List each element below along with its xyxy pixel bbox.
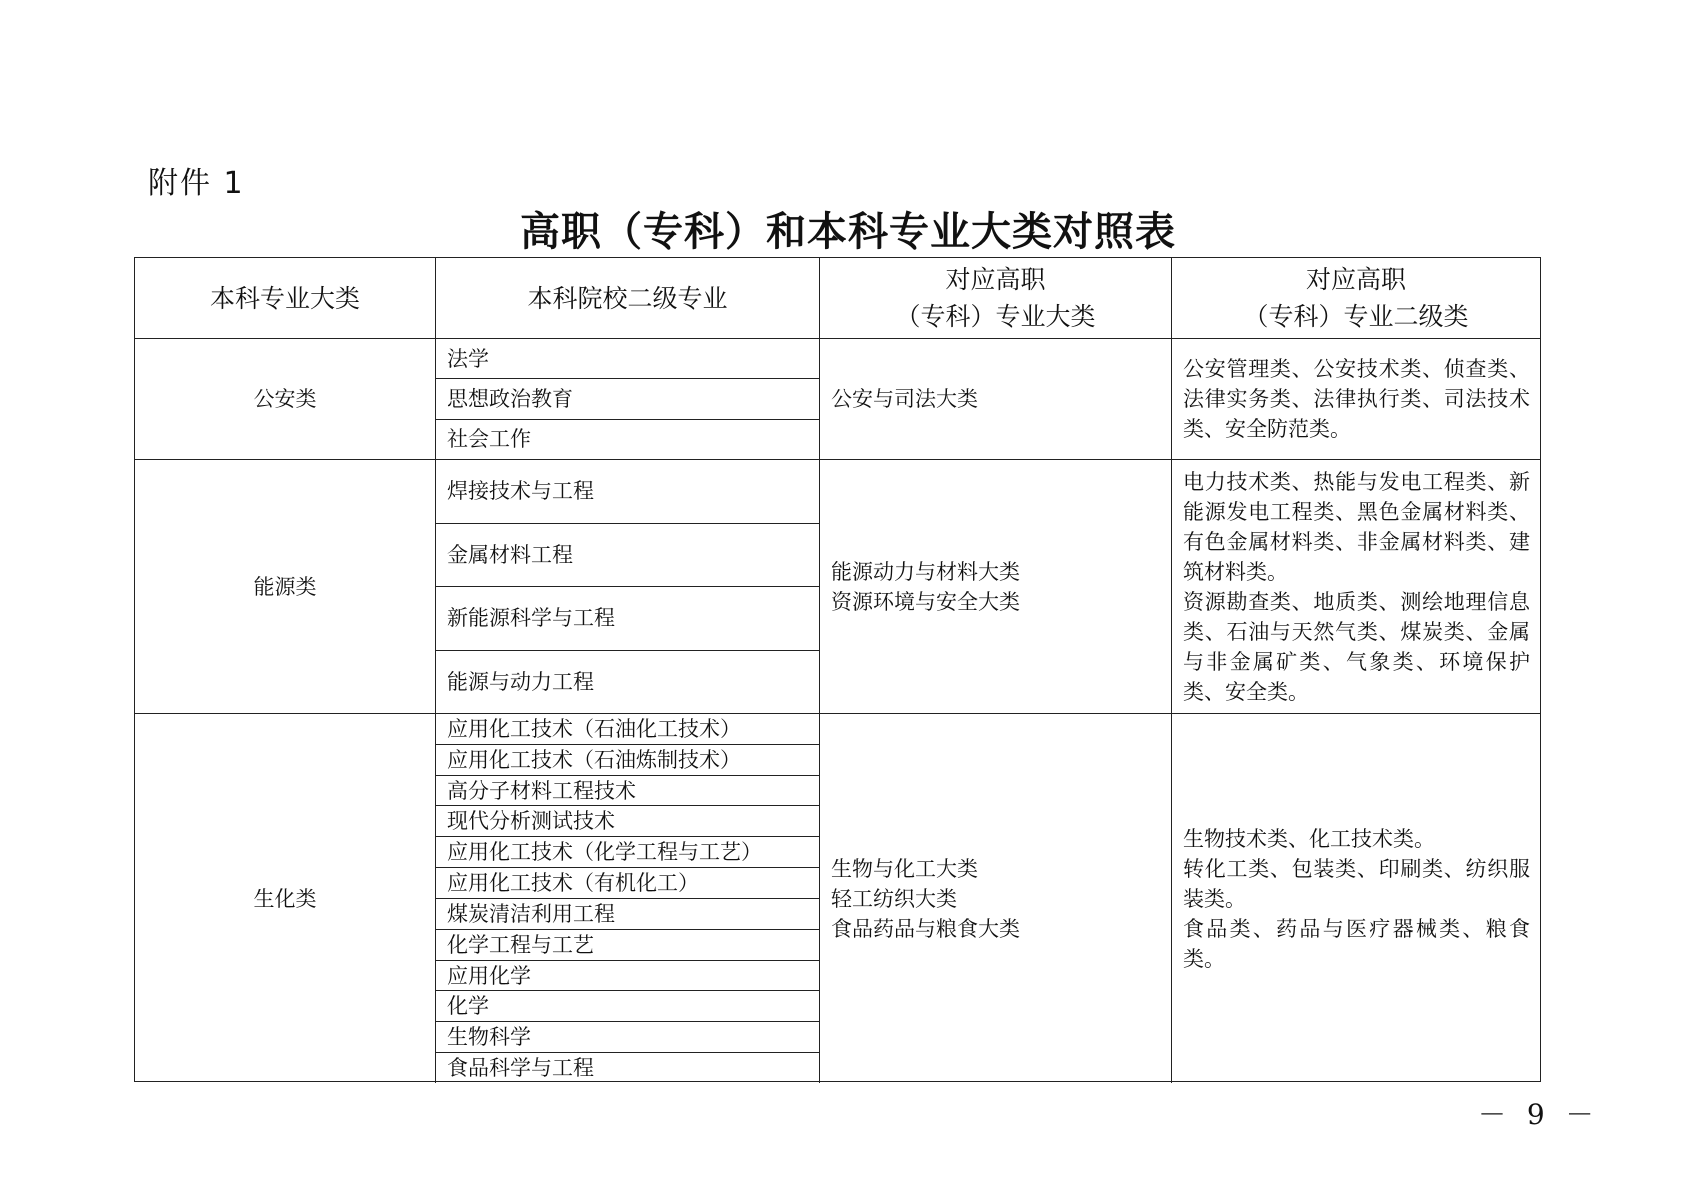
- vocational-category-cell: [820, 460, 1172, 714]
- major-item: 应用化工技术（石油炼制技术）: [436, 745, 819, 776]
- header-text: （专科）专业二级类: [1243, 302, 1469, 331]
- vocational-subcategory-cell: [1172, 339, 1540, 460]
- major-item: 化学: [436, 991, 819, 1022]
- major-item: 焊接技术与工程: [436, 460, 819, 524]
- header-undergrad-major: [436, 258, 820, 339]
- vocational-category-item: 生物与化工大类: [831, 856, 978, 881]
- header-text: 对应高职: [1305, 265, 1406, 294]
- vocational-category-cell: [820, 339, 1172, 460]
- vocational-category-item: 公安与司法大类: [831, 387, 978, 411]
- major-item: 现代分析测试技术: [436, 806, 819, 837]
- header-vocational-category: [820, 258, 1172, 339]
- major-item: 煤炭清洁利用工程: [436, 899, 819, 930]
- major-item: 食品科学与工程: [447, 1056, 594, 1081]
- major-item: 应用化工技术（化学工程与工艺）: [436, 837, 819, 868]
- majors-cell: [436, 460, 820, 714]
- header-text: 对应高职: [945, 265, 1046, 294]
- page-number: － 9 －: [1478, 1098, 1600, 1131]
- header-vocational-subcategory: [1172, 258, 1540, 339]
- vocational-subcategory-item: 生物技术类、化工技术类。: [1183, 826, 1435, 851]
- attachment-label: 附件 1: [148, 166, 245, 201]
- comparison-table: [134, 257, 1541, 1082]
- vocational-category-item: 轻工纺织大类: [831, 886, 957, 911]
- vocational-category-item: 能源动力与材料大类: [831, 559, 1020, 584]
- vocational-subcategory-item: 食品类、药品与医疗器械类、粮食类。: [1183, 916, 1530, 971]
- major-item: 化学工程与工艺: [436, 930, 819, 961]
- vocational-category-item: 食品药品与粮食大类: [831, 916, 1020, 941]
- vocational-category-item: 资源环境与安全大类: [831, 589, 1020, 614]
- document-title: 高职（专科）和本科专业大类对照表: [520, 208, 1176, 255]
- major-item: 金属材料工程: [436, 524, 819, 588]
- vocational-subcategory-cell: [1172, 460, 1540, 714]
- vocational-subcategory-item: 资源勘查类、地质类、测绘地理信息类、石油与天然气类、煤炭类、金属与非金属矿类、气象类、环境保护类、安全类。: [1183, 589, 1530, 704]
- header-text: 本科专业大类: [209, 283, 360, 313]
- header-undergrad-category: [135, 258, 436, 339]
- majors-cell: [436, 714, 820, 1083]
- vocational-subcategory-item: 电力技术类、热能与发电工程类、新能源发电工程类、黑色金属材料类、有色金属材料类、非金属材料类、建筑材料类。: [1183, 469, 1530, 584]
- major-item: 思想政治教育: [436, 379, 819, 419]
- vocational-subcategory-item: 转化工类、包装类、印刷类、纺织服装类。: [1183, 856, 1530, 911]
- major-item: 法学: [436, 339, 819, 379]
- category-cell: 生化类: [135, 714, 436, 1083]
- category-cell: 公安类: [135, 339, 436, 460]
- major-item: 生物科学: [436, 1022, 819, 1053]
- vocational-category-cell: [820, 714, 1172, 1083]
- vocational-subcategory-cell: [1172, 714, 1540, 1083]
- major-item: 应用化工技术（有机化工）: [436, 868, 819, 899]
- major-item: 应用化学: [436, 961, 819, 992]
- category-cell: 能源类: [135, 460, 436, 714]
- major-item: 社会工作: [447, 427, 531, 452]
- header-text: 本科院校二级专业: [527, 283, 728, 313]
- header-text: （专科）专业大类: [895, 302, 1096, 331]
- vocational-subcategory-item: 公安管理类、公安技术类、侦查类、法律实务类、法律执行类、司法技术类、安全防范类。: [1183, 357, 1530, 441]
- major-item: 高分子材料工程技术: [436, 776, 819, 807]
- major-item: 应用化工技术（石油化工技术）: [436, 714, 819, 745]
- major-item: 新能源科学与工程: [436, 587, 819, 651]
- majors-cell: [436, 339, 820, 460]
- major-item: 能源与动力工程: [447, 669, 594, 694]
